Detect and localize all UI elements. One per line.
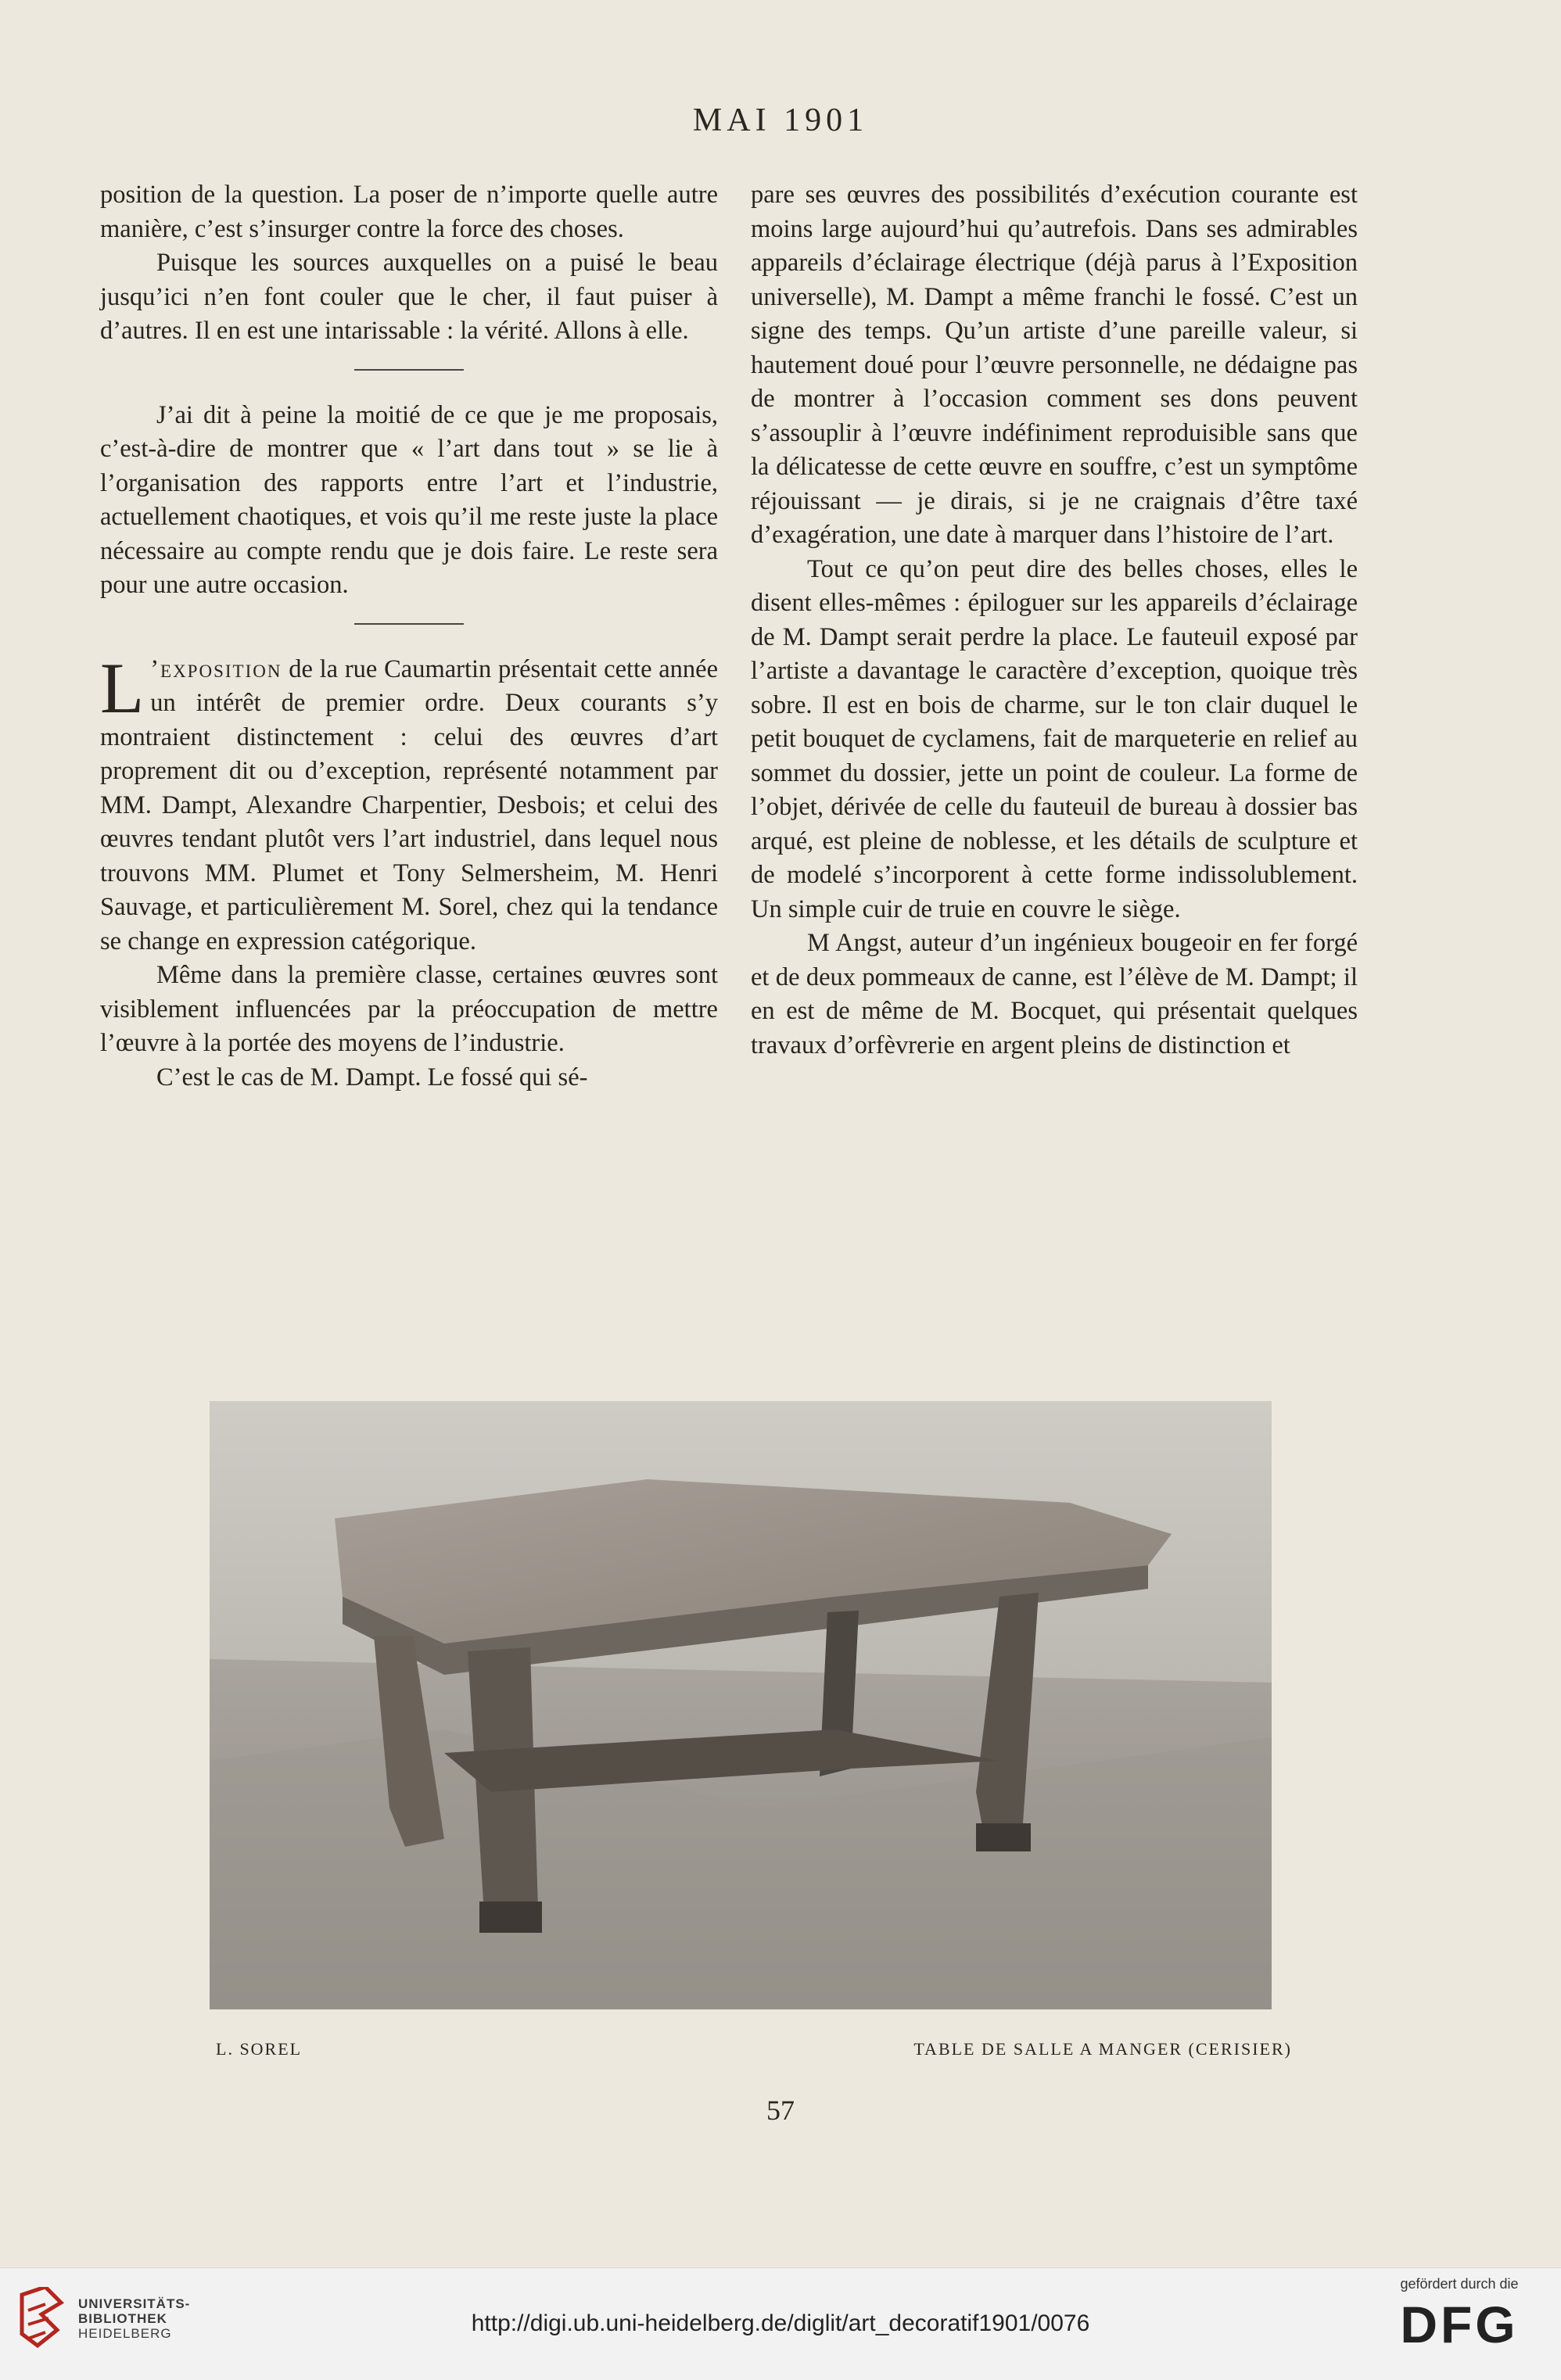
paragraph: J’ai dit à peine la moitié de ce que je me proposais, c’est-à-dire de montrer que « l’art dans tout » se lie à l’organisation des rapports entre l’art et l’industrie, actuellement chaotiques, et vois qu’il me reste juste la place nécessaire au compte rendu que je dois faire. Le reste sera pour une autre occasion. [100, 400, 718, 599]
section-divider [354, 369, 464, 371]
figure-caption-author: L. SOREL [216, 2039, 303, 2059]
table-illustration [210, 1401, 1272, 2009]
funding-text: gefördert durch die [1400, 2276, 1519, 2292]
paragraph: C’est le cas de M. Dampt. Le fossé qui sé- [156, 1063, 588, 1091]
dfg-logo[interactable] [1381, 2276, 1538, 2352]
table-photograph [210, 1401, 1272, 2009]
lead-text: de la rue Caumartin présentait [282, 654, 597, 683]
figure-caption-title: TABLE DE SALLE A MANGER (CERISIER) [913, 2039, 1292, 2059]
library-name-line: HEIDELBERG [78, 2326, 172, 2341]
paragraph: Puisque les sources auxquelles on a puisé le beau jusqu’ici n’en font couler que le cher, il faut puiser à d’autres. Il en est une intarissable : la vérité. Allons à elle. [100, 249, 718, 345]
page-number: 57 [766, 2095, 795, 2126]
lead-paragraph [100, 647, 719, 959]
digitization-footer [0, 2267, 1561, 2380]
library-name-line: BIBLIOTHEK [78, 2311, 167, 2326]
right-column [751, 178, 1358, 1063]
paragraph: M Angst, auteur d’un ingénieux bougeoir en fer forgé et de deux pommeaux de canne, est l’élève de M. Dampt; il en est de même de M. Bocquet, qui présentait quelques travaux d’orfèvrerie en argent pleins de distinction et [751, 929, 1358, 1059]
paragraph: position de la question. La poser de n’importe quelle autre manière, c’est s’insurger contre la force des choses. [100, 181, 718, 243]
paragraph: pare ses œuvres des possibilités d’exécution courante est moins large aujourd’hui qu’autrefois. Dans ses admirables appareils d’éclairage électrique (déjà parus à l’Exposition universelle), M. Dampt a même franchi le fossé. C’est un signe des temps. Qu’un artiste d’une pareille valeur, si hautement doué pour l’œuvre personnelle, ne dédaigne pas de montrer à l’occasion comment ses dons peuvent s’assouplir à l’œuvre indéfiniment reproduisible sans que la délicatesse de cette œuvre en souffre, c’est un symptôme réjouissant — je dirais, si je ne craignais d’être taxé d’exagération, une date à marquer dans l’histoire de l’art. [751, 181, 1358, 549]
lead-continuation: cette année un intérêt de premier ordre. Deux courants s’y montraient distinctement : celui des œuvres d’art proprement dit ou d’exception, représenté notamment par MM. Dampt, Alexandre Charpentier, Desbois; et celui des œuvres tendant plutôt vers l’art industriel, dans lequel nous trouvons MM. Plumet et Tony Selmersheim, M. Henri Sauvage, et particulièrement M. Sorel, chez qui la tendance se change en expression catégorique. [100, 654, 719, 955]
section-divider [354, 623, 464, 625]
drop-cap: L [100, 647, 145, 728]
lead-smallcaps: ’exposition [150, 654, 282, 683]
left-column [100, 178, 718, 1095]
library-name-line: UNIVERSITÄTS- [78, 2296, 191, 2311]
paragraph: Tout ce qu’on peut dire des belles choses, elles le disent elles-mêmes : épiloguer sur les appareils d’éclairage de M. Dampt serait perdre la place. Le fauteuil exposé par l’artiste a davantage le caractère d’exception, quoique très sobre. Il est en bois de charme, sur le ton clair duquel le petit bouquet de cyclamens, fait de marqueterie en relief au sommet du dossier, jette un point de couleur. La forme de l’objet, dérivée de celle du fauteuil de bureau à dossier bas arqué, est pleine de noblesse, et les détails de sculpture et de modelé s’incorporent à cette forme indissolublement. Un simple cuir de truie en couvre le siège. [751, 554, 1358, 923]
running-header: MAI 1901 [692, 102, 869, 138]
dfg-wordmark: DFG [1400, 2296, 1519, 2353]
permalink-url[interactable]: http://digi.ub.uni-heidelberg.de/diglit/art_decoratif1901/0076 [471, 2310, 1090, 2336]
paragraph: Même dans la première classe, certaines œuvres sont visiblement influencées par la préoccupation de mettre l’œuvre à la portée des moyens de l’industrie. [100, 961, 718, 1057]
